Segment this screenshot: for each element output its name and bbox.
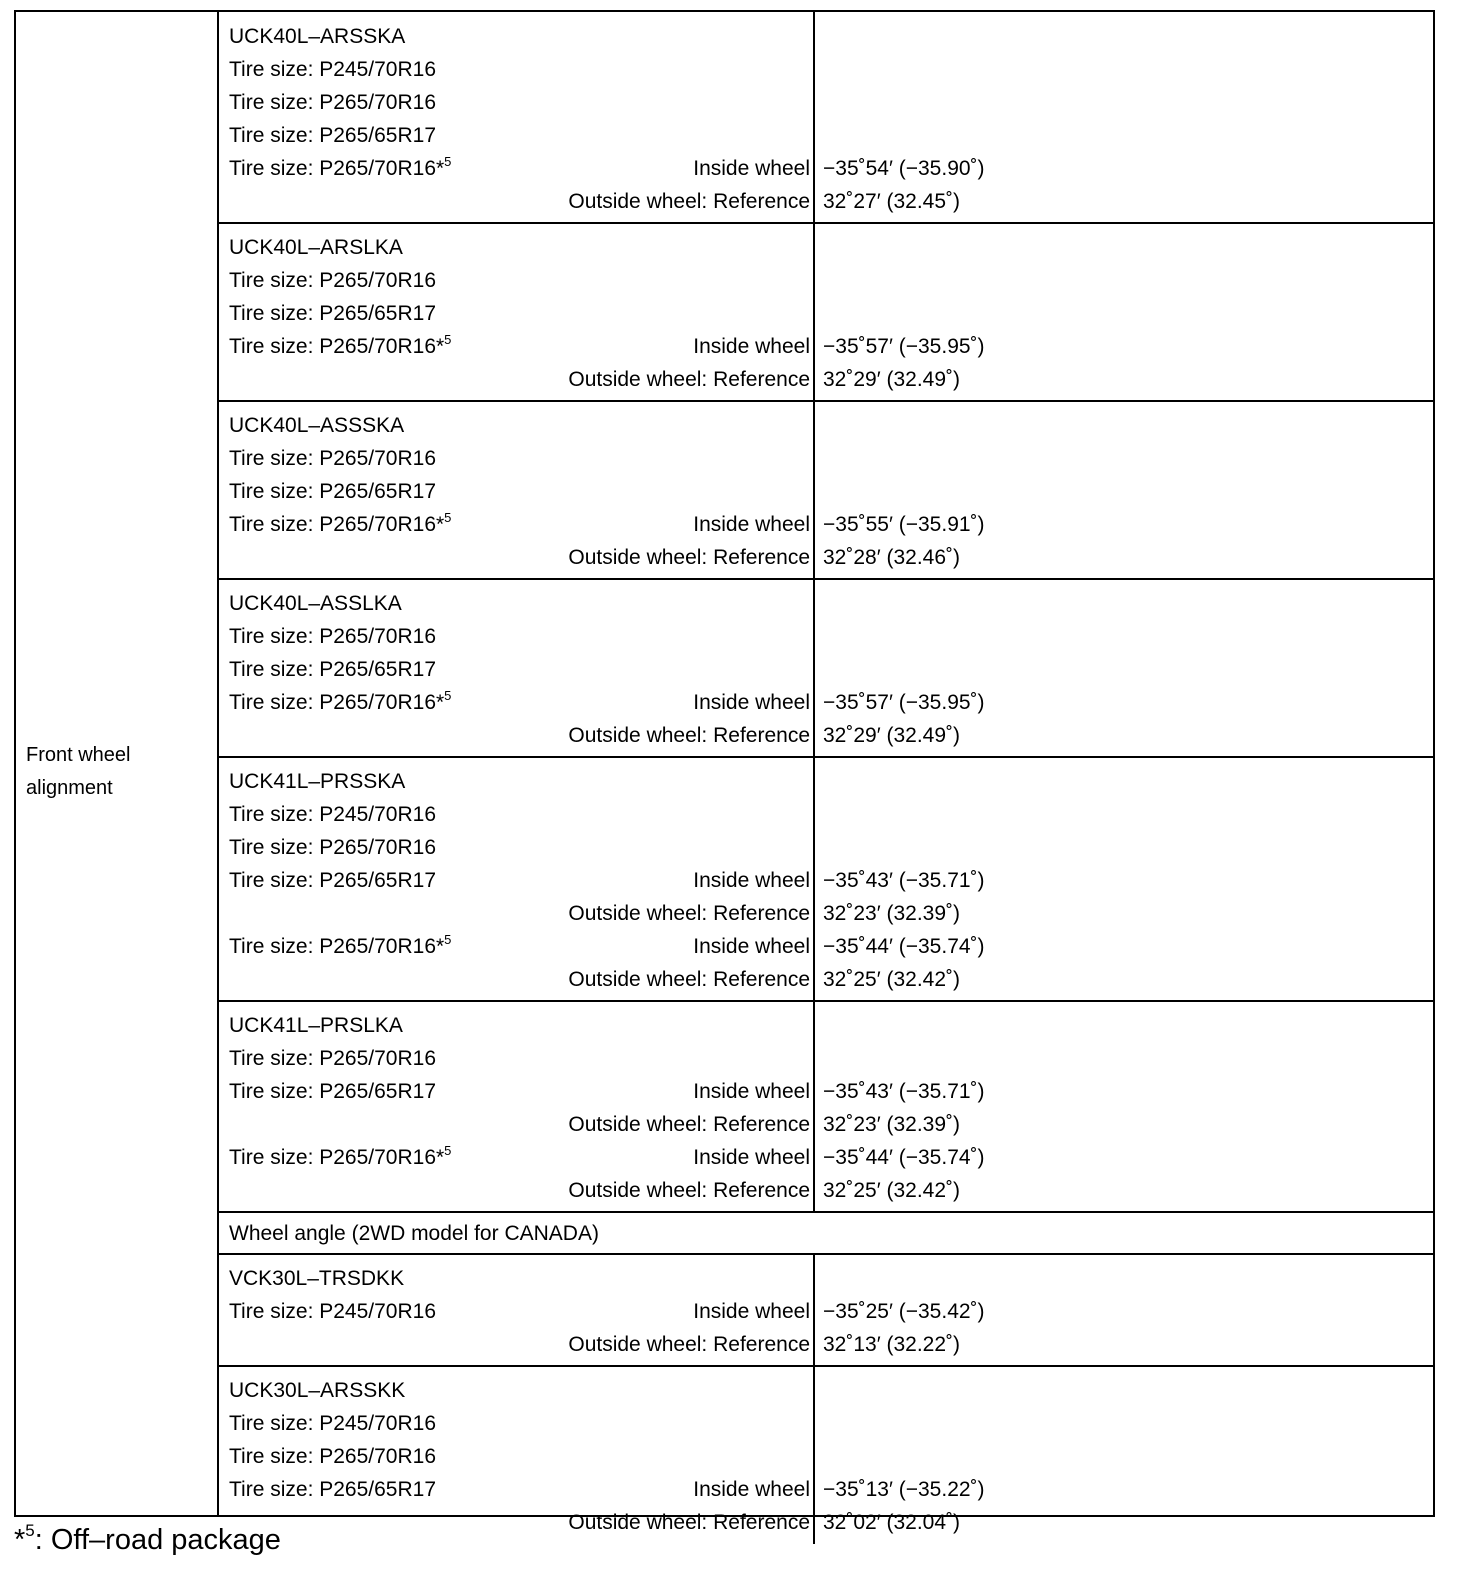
wheel-side: Outside wheel: Reference — [568, 968, 810, 991]
angle-value: −35˚44′ (−35.74˚) — [823, 935, 985, 958]
tire-size: Tire size: P245/70R16 — [229, 1300, 436, 1323]
column-divider-value — [813, 579, 815, 757]
model-section — [219, 223, 1433, 401]
wheel-side: Inside wheel — [693, 935, 810, 958]
model-section — [219, 757, 1433, 1001]
column-divider-value — [813, 1254, 815, 1366]
wheel-side: Outside wheel: Reference — [568, 1113, 810, 1136]
wheel-side: Outside wheel: Reference — [568, 368, 810, 391]
wheel-side: Outside wheel: Reference — [568, 546, 810, 569]
column-divider-value — [813, 757, 815, 1001]
wheel-side: Inside wheel — [693, 157, 810, 180]
angle-value: 32˚27′ (32.45˚) — [823, 190, 961, 213]
tire-size: Tire size: P265/70R16*$^5$ — [229, 932, 452, 958]
tire-size: Tire size: P265/65R17 — [229, 658, 436, 681]
model-code: UCK40L–ARSSKA — [229, 25, 406, 48]
footnote-ref: 5 — [444, 332, 452, 347]
tire-size: Tire size: P265/70R16 — [229, 1445, 436, 1468]
angle-value: −35˚43′ (−35.71˚) — [823, 869, 985, 892]
angle-value: 32˚23′ (32.39˚) — [823, 1113, 961, 1136]
footnote-ref: 5 — [444, 1143, 452, 1158]
tire-size: Tire size: P265/70R16*$^5$ — [229, 154, 452, 180]
wheel-side: Outside wheel: Reference — [568, 1179, 810, 1202]
angle-value: 32˚23′ (32.39˚) — [823, 902, 961, 925]
column-divider-value — [813, 1366, 815, 1544]
column-divider-value — [813, 1001, 815, 1212]
wheel-side: Outside wheel: Reference — [568, 902, 810, 925]
wheel-side: Inside wheel — [693, 691, 810, 714]
angle-value: 32˚13′ (32.22˚) — [823, 1333, 961, 1356]
tire-size: Tire size: P265/70R16 — [229, 625, 436, 648]
tire-size: Tire size: P265/70R16 — [229, 836, 436, 859]
section-heading — [219, 1212, 1433, 1254]
model-code: UCK30L–ARSSKK — [229, 1379, 406, 1402]
column-divider-value — [813, 223, 815, 401]
tire-size: Tire size: P265/70R16 — [229, 91, 436, 114]
model-section — [219, 401, 1433, 579]
wheel-side: Inside wheel — [693, 869, 810, 892]
row-label — [26, 739, 131, 805]
tire-size: Tire size: P265/65R17 — [229, 302, 436, 325]
wheel-side: Outside wheel: Reference — [568, 190, 810, 213]
wheel-side: Inside wheel — [693, 335, 810, 358]
model-code: UCK41L–PRSLKA — [229, 1014, 403, 1037]
model-section — [219, 1254, 1433, 1366]
tire-size: Tire size: P265/70R16*$^5$ — [229, 332, 452, 358]
tire-size: Tire size: P245/70R16 — [229, 1412, 436, 1435]
angle-value: 32˚29′ (32.49˚) — [823, 368, 961, 391]
tire-size: Tire size: P265/70R16*$^5$ — [229, 510, 452, 536]
tire-size: Tire size: P265/65R17 — [229, 124, 436, 147]
tire-size: Tire size: P265/70R16 — [229, 269, 436, 292]
column-divider-value — [813, 12, 815, 223]
model-section — [219, 12, 1433, 223]
angle-value: 32˚29′ (32.49˚) — [823, 724, 961, 747]
column-divider-value — [813, 401, 815, 579]
angle-value: −35˚57′ (−35.95˚) — [823, 691, 985, 714]
wheel-side: Inside wheel — [693, 1146, 810, 1169]
model-code: UCK40L–ASSLKA — [229, 592, 402, 615]
tire-size: Tire size: P245/70R16 — [229, 803, 436, 826]
angle-value: −35˚13′ (−35.22˚) — [823, 1478, 985, 1501]
angle-value: 32˚28′ (32.46˚) — [823, 546, 961, 569]
wheel-side: Outside wheel: Reference — [568, 724, 810, 747]
footnote-ref: 5 — [444, 932, 452, 947]
model-section — [219, 1366, 1433, 1544]
model-code: UCK40L–ASSSKA — [229, 414, 405, 437]
tire-size: Tire size: P265/65R17 — [229, 480, 436, 503]
model-code: VCK30L–TRSDKK — [229, 1267, 405, 1290]
tire-size: Tire size: P265/70R16*$^5$ — [229, 688, 452, 714]
wheel-side: Inside wheel — [693, 1300, 810, 1323]
row-label-line-2: alignment — [26, 777, 113, 799]
tire-size: Tire size: P245/70R16 — [229, 58, 436, 81]
wheel-side: Outside wheel: Reference — [568, 1333, 810, 1356]
wheel-side: Inside wheel — [693, 1080, 810, 1103]
wheel-side: Inside wheel — [693, 1478, 810, 1501]
tire-size: Tire size: P265/65R17 — [229, 1080, 436, 1103]
angle-value: −35˚25′ (−35.42˚) — [823, 1300, 985, 1323]
angle-value: −35˚57′ (−35.95˚) — [823, 335, 985, 358]
angle-value: −35˚43′ (−35.71˚) — [823, 1080, 985, 1103]
angle-value: 32˚02′ (32.04˚) — [823, 1511, 961, 1534]
model-section — [219, 1001, 1433, 1212]
angle-value: −35˚55′ (−35.91˚) — [823, 513, 985, 536]
tire-size: Tire size: P265/70R16 — [229, 1047, 436, 1070]
model-code: UCK41L–PRSSKA — [229, 770, 406, 793]
tire-size: Tire size: P265/65R17 — [229, 869, 436, 892]
model-code: UCK40L–ARSLKA — [229, 236, 403, 259]
wheel-side: Outside wheel: Reference — [568, 1511, 810, 1534]
angle-value: 32˚25′ (32.42˚) — [823, 968, 961, 991]
footnote: *$^5$: Off–road package — [14, 1521, 281, 1556]
angle-value: 32˚25′ (32.42˚) — [823, 1179, 961, 1202]
tire-size: Tire size: P265/70R16*$^5$ — [229, 1143, 452, 1169]
angle-value: −35˚44′ (−35.74˚) — [823, 1146, 985, 1169]
wheel-side: Inside wheel — [693, 513, 810, 536]
footnote-ref: 5 — [444, 154, 452, 169]
tire-size: Tire size: P265/65R17 — [229, 1478, 436, 1501]
row-label-line-1: Front wheel — [26, 744, 131, 766]
section-heading-text: Wheel angle (2WD model for CANADA) — [229, 1222, 599, 1245]
angle-value: −35˚54′ (−35.90˚) — [823, 157, 985, 180]
footnote-ref: 5 — [444, 688, 452, 703]
footnote-ref: 5 — [444, 510, 452, 525]
wheel-alignment-table — [14, 10, 1435, 1534]
tire-size: Tire size: P265/70R16 — [229, 447, 436, 470]
model-section — [219, 579, 1433, 757]
